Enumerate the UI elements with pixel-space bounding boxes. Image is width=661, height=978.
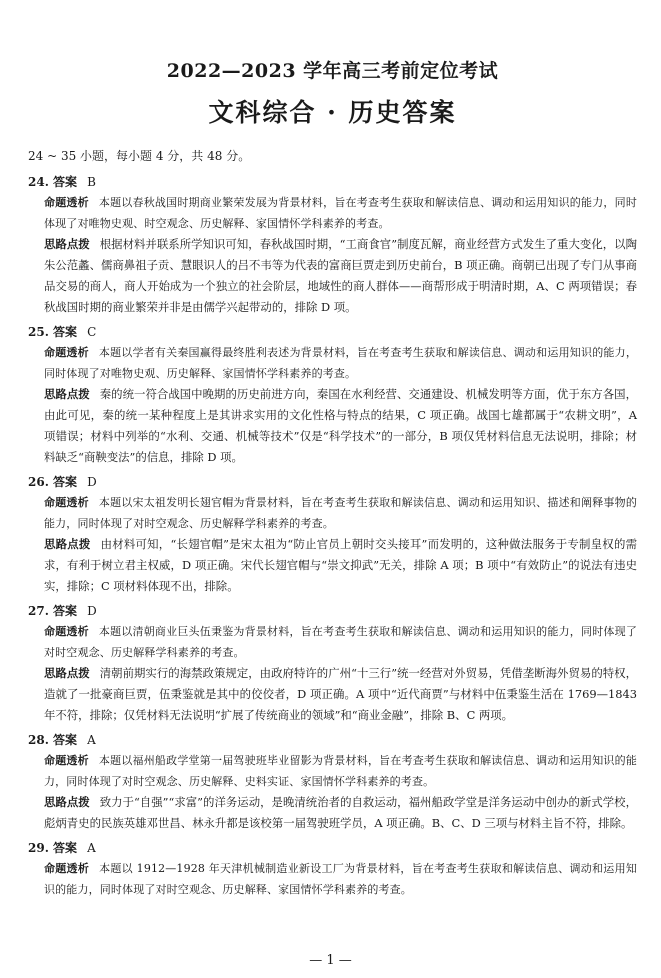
analysis-paragraph	[28, 750, 637, 792]
tips-paragraph	[28, 534, 637, 597]
answer-heading-label: 24. 答案	[28, 175, 78, 189]
answer-heading	[28, 322, 637, 342]
question-block	[28, 322, 637, 468]
analysis-label: 命题透析	[44, 196, 89, 209]
answer-heading	[28, 730, 637, 750]
tips-text: 致力于“自强”“求富”的洋务运动，是晚清统治者的自救运动，福州船政学堂是洋务运动中创办的新式学校，彪炳青史的民族英雄邓世昌、林永升都是该校第一届驾驶班学员，A 项正确。B、C、D 三项与材料主旨不符，排除。	[44, 795, 637, 830]
analysis-paragraph	[28, 492, 637, 534]
analysis-paragraph	[28, 342, 637, 384]
scoring-intro: 24 ~ 35 小题，每小题 4 分，共 48 分。	[28, 149, 251, 163]
analysis-label: 命题透析	[44, 862, 90, 875]
answer-choice: A	[87, 733, 96, 747]
tips-label: 思路点拨	[44, 537, 91, 551]
answer-choice: C	[87, 325, 97, 339]
tips-label: 思路点拨	[44, 666, 90, 680]
analysis-text: 本题以清朝商业巨头伍秉鉴为背景材料，旨在考查考生获取和解读信息、调动和运用知识的能力，同时体现了对时空观念、历史解释学科素养的考查。	[44, 625, 637, 659]
analysis-text: 本题以春秋战国时期商业繁荣发展为背景材料，旨在考查考生获取和解读信息、调动和运用知识的能力，同时体现了对唯物史观、时空观念、历史解释、家国情怀学科素养的考查。	[44, 196, 637, 230]
analysis-paragraph	[28, 192, 637, 234]
tips-paragraph	[28, 234, 637, 318]
answer-heading	[28, 838, 637, 858]
analysis-text: 本题以学者有关秦国赢得最终胜利表述为背景材料，旨在考查考生获取和解读信息、调动和运用知识的能力，同时体现了对唯物史观、历史解释、家国情怀学科素养的考查。	[44, 346, 637, 380]
tips-text: 清朝前期实行的海禁政策规定，由政府特许的广州“十三行”统一经营对外贸易，凭借垄断海外贸易的特权，造就了一批豪商巨贾，伍秉鉴就是其中的佼佼者，D 项正确。A 项中“近代商贾”与材料中伍秉鉴生活在 1769—1843 年不符，排除；仅凭材料无法说明“扩展了传统商业的领域”和“商业金融”，排除 B、C 两项。	[44, 666, 637, 722]
analysis-paragraph	[28, 858, 637, 900]
exam-subtitle: 文科综合 · 历史答案	[208, 98, 457, 127]
answer-heading-label: 27. 答案	[28, 604, 78, 618]
tips-paragraph	[28, 663, 637, 726]
tips-text: 根据材料并联系所学知识可知，春秋战国时期，“工商食官”制度瓦解，商业经营方式发生了重大变化，以陶朱公范蠡、儒商鼻祖子贡、慧眼识人的吕不韦等为代表的富商巨贾走到历史前台，B 项正确。商朝已出现了专门从事商品交易的商人，商人开始成为一个独立的社会阶层，地域性的商人群体——商帮形成于明清时期，A、C 两项错误；春秋战国时期的商业繁荣并非是由儒学兴起带动的，排除 D 项。	[44, 237, 637, 314]
tips-text: 秦的统一符合战国中晚期的历史前进方向，秦国在水利经营、交通建设、机械发明等方面，优于东方各国，由此可见，秦的统一某种程度上是其讲求实用的文化性格与特点的结果，C 项正确。战国七雄都属于“农耕文明”，A 项错误；材料中列举的“水利、交通、机械等技术”仅是“科学技术”的一部分，B 项仅凭材料信息无法说明，排除；材料缺乏“商鞅变法”的信息，排除 D 项。	[44, 387, 637, 464]
answer-heading	[28, 601, 637, 621]
analysis-label: 命题透析	[44, 754, 89, 767]
answer-heading-label: 28. 答案	[28, 733, 78, 747]
tips-paragraph	[28, 384, 637, 468]
question-block	[28, 601, 637, 726]
tips-paragraph	[28, 792, 637, 834]
analysis-label: 命题透析	[44, 625, 89, 638]
tips-label: 思路点拨	[44, 795, 90, 809]
question-block	[28, 472, 637, 597]
answer-choice: A	[87, 841, 96, 855]
answer-heading	[28, 472, 637, 492]
analysis-label: 命题透析	[44, 496, 89, 509]
answer-heading-label: 25. 答案	[28, 325, 78, 339]
analysis-label: 命题透析	[44, 346, 89, 359]
answer-heading-label: 29. 答案	[28, 841, 78, 855]
question-list	[28, 172, 637, 900]
question-block	[28, 838, 637, 900]
tips-label: 思路点拨	[44, 237, 90, 251]
answer-choice: D	[87, 475, 97, 489]
analysis-text: 本题以福州船政学堂第一届驾驶班毕业留影为背景材料，旨在考查考生获取和解读信息、调动和运用知识的能力，同时体现了对时空观念、历史解释、史料实证、家国情怀学科素养的考查。	[44, 754, 637, 788]
analysis-text: 本题以宋太祖发明长翅官帽为背景材料，旨在考查考生获取和解读信息、调动和运用知识、描述和阐释事物的能力，同时体现了对时空观念、历史解释学科素养的考查。	[44, 496, 637, 530]
answer-heading	[28, 172, 637, 192]
answer-choice: D	[87, 604, 97, 618]
question-block	[28, 730, 637, 834]
page-number: — 1 —	[309, 953, 352, 968]
answer-choice: B	[87, 175, 96, 189]
exam-title: 2022—2023 学年高三考前定位考试	[166, 60, 499, 82]
tips-text: 由材料可知，“长翅官帽”是宋太祖为“防止官员上朝时交头接耳”而发明的，这种做法服务于专制皇权的需求，有利于树立君主权威，D 项正确。宋代长翅官帽与“崇文抑武”无关，排除 A 项；B 项中“有效防止”的说法有违史实，排除；C 项材料体现不出，排除。	[44, 537, 637, 593]
analysis-text: 本题以 1912—1928 年天津机械制造业新设工厂为背景材料，旨在考查考生获取和解读信息、调动和运用知识的能力，同时体现了对时空观念、历史解释、家国情怀学科素养的考查。	[44, 862, 637, 896]
answer-heading-label: 26. 答案	[28, 475, 78, 489]
analysis-paragraph	[28, 621, 637, 663]
question-block	[28, 172, 637, 318]
tips-label: 思路点拨	[44, 387, 90, 401]
